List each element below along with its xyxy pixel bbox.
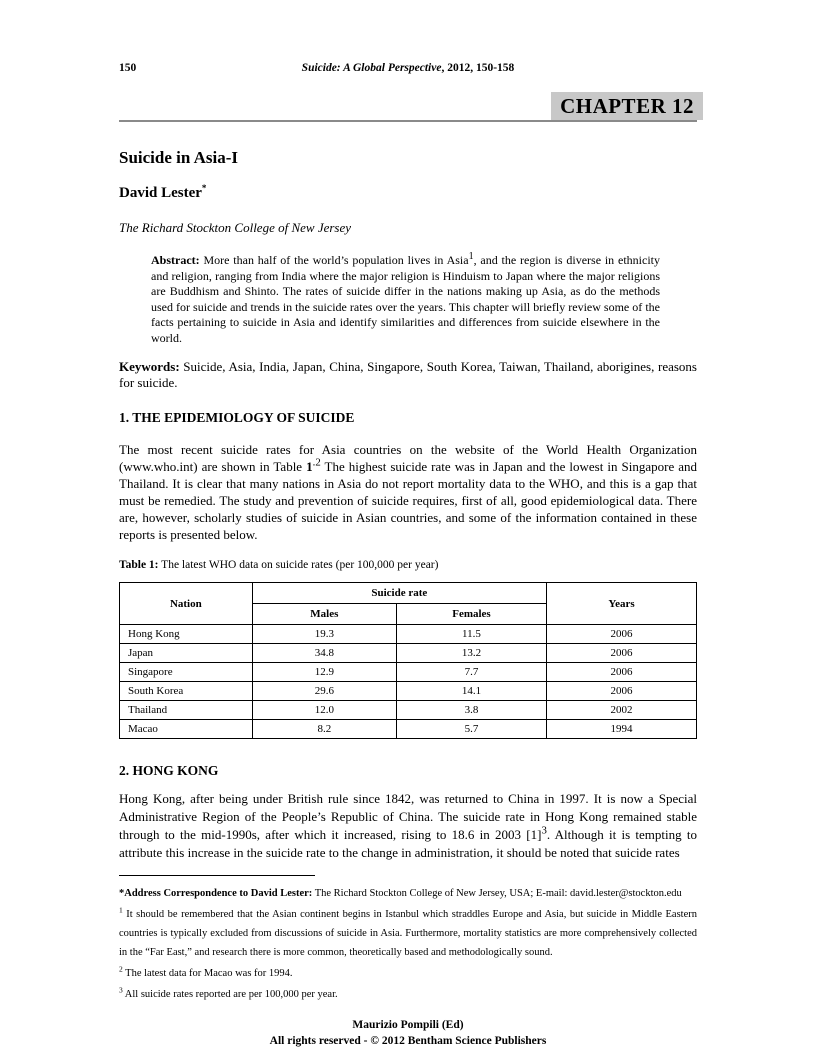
page-content — [119, 0, 697, 1049]
years-cell: 2006 — [546, 663, 696, 682]
table-caption — [119, 559, 697, 571]
editor-line: Maurizio Pompili (Ed) — [352, 1019, 464, 1031]
table-row — [120, 663, 697, 682]
publisher-footer — [119, 1017, 697, 1049]
footnotes-block — [119, 884, 697, 1004]
hk-footnote-ref: 3 — [541, 824, 547, 837]
nation-cell: South Korea — [120, 682, 253, 701]
table-header-row-1 — [120, 583, 697, 604]
column-header-nation: Nation — [120, 583, 253, 625]
keywords-block — [119, 359, 697, 391]
table-row — [120, 720, 697, 739]
nation-cell: Japan — [120, 644, 253, 663]
article-title: Suicide in Asia-I — [119, 148, 239, 167]
paragraph-text-2: The highest suicide rate was in Japan and the lowest in Singapore and Thailand. It is clear that many nations in Asia do not report mortality data to the WHO, and this is a gap that must be remedied. The study and prevention of suicide requires, first of all, good epidemiological data. There are, however, scholarly studies of suicide in Asian countries, and some of the information contained in these reports is presented below. — [119, 459, 698, 542]
column-header-suicide-rate: Suicide rate — [252, 583, 546, 604]
page-number: 150 — [119, 62, 137, 74]
females-rate-cell: 11.5 — [396, 625, 546, 644]
abstract-text-2: , and the region is diverse in ethnicity and religion, ranging from India where the major religion is Hinduism to Japan where the major religions are Buddhism and Shinto. The rates of suicide differ in the nations making up Asia, as do the methods used for suicide and trends in the suicide rates over the years. This chapter will briefly review some of the facts pertaining to suicide in Asia and identify similarities and differences from suicide elsewhere in the world. — [151, 253, 661, 345]
footnote-separator-rule — [119, 875, 315, 876]
running-header — [119, 62, 697, 77]
chapter-label: CHAPTER 12 — [551, 92, 703, 120]
footnote-3 — [119, 985, 697, 1004]
footnote-2 — [119, 964, 697, 983]
footnote-3-text: All suicide rates reported are per 100,000 per year. — [122, 989, 338, 1000]
section-1-heading: 1. THE EPIDEMIOLOGY OF SUICIDE — [119, 410, 355, 425]
footnote-2-mark: 2 — [119, 964, 123, 974]
correspondence-footnote — [119, 884, 697, 903]
section-2-heading: 2. HONG KONG — [119, 763, 219, 778]
keywords-text: Suicide, Asia, India, Japan, China, Singapore, South Korea, Taiwan, Thailand, aborigines, reasons for suicide. — [119, 359, 697, 390]
keywords-label: Keywords: — [119, 359, 180, 374]
paragraph-text-1: Hong Kong, after being under British rule since 1842, was returned to China in 1997. It is now a Special Administrative Region of the People’s Republic of China. The suicide rate in Hong Kong remained stable through to the mid-1990s, after which it increased, rising to 18.6 in 2003 [1] — [119, 791, 697, 842]
table-row — [120, 625, 697, 644]
nation-cell: Macao — [120, 720, 253, 739]
years-cell: 2006 — [546, 682, 696, 701]
males-rate-cell: 29.6 — [252, 682, 396, 701]
footnote-1-text: It should be remembered that the Asian continent begins in Istanbul which straddles Europe and Asia, but suicide in Middle Eastern countries is typically excluded from discussions of suicide in Asia. Furthermore, mortality statistics are more comprehensively collected in the “Far East,” and research there is more common, theoretically based and methodologically sound. — [119, 909, 697, 958]
column-header-females: Females — [396, 604, 546, 625]
footnote-1-mark: 1 — [119, 905, 123, 915]
males-rate-cell: 34.8 — [252, 644, 396, 663]
footnote-3-mark: 3 — [119, 985, 123, 995]
author-line — [119, 185, 697, 202]
table-1-reference: 1 — [306, 459, 313, 474]
nation-cell: Hong Kong — [120, 625, 253, 644]
years-cell: 2006 — [546, 644, 696, 663]
footnote-2-text: The latest data for Macao was for 1994. — [122, 968, 293, 979]
table-1-footnote-ref: .2 — [312, 456, 321, 469]
years-cell: 2002 — [546, 701, 696, 720]
males-rate-cell: 19.3 — [252, 625, 396, 644]
who-suicide-rates-table — [119, 582, 697, 739]
table-row — [120, 701, 697, 720]
chapter-banner-row — [119, 92, 697, 122]
section-1-paragraph — [119, 441, 697, 543]
table-row — [120, 682, 697, 701]
abstract-footnote-ref: 1 — [468, 251, 474, 262]
years-cell: 2006 — [546, 625, 696, 644]
journal-info: , 2012, 150-158 — [441, 62, 515, 74]
paragraph-text-1: The most recent suicide rates for Asia countries on the website of the World Health Organization (www.who.int) are shown in Table — [119, 442, 697, 474]
author-name: David Lester — [119, 185, 202, 201]
females-rate-cell: 5.7 — [396, 720, 546, 739]
abstract-block — [151, 253, 660, 346]
correspondence-label: *Address Correspondence to David Lester: — [119, 888, 313, 899]
nation-cell: Singapore — [120, 663, 253, 682]
females-rate-cell: 14.1 — [396, 682, 546, 701]
males-rate-cell: 12.9 — [252, 663, 396, 682]
males-rate-cell: 12.0 — [252, 701, 396, 720]
abstract-text-1: More than half of the world’s population lives in Asia — [199, 253, 469, 267]
table-row — [120, 644, 697, 663]
rights-line: All rights reserved - © 2012 Bentham Science Publishers — [269, 1035, 547, 1047]
paragraph-text-2: . Although it is tempting to attribute this increase in the suicide rate to the change in administration, it should be noted that suicide rates — [119, 827, 697, 860]
table-caption-text: The latest WHO data on suicide rates (per 100,000 per year) — [158, 559, 439, 571]
column-header-years: Years — [546, 583, 696, 625]
nation-cell: Thailand — [120, 701, 253, 720]
correspondence-text: The Richard Stockton College of New Jersey, USA; E-mail: david.lester@stockton.edu — [312, 888, 682, 899]
abstract-label: Abstract: — [151, 253, 200, 267]
males-rate-cell: 8.2 — [252, 720, 396, 739]
author-correspondence-mark: * — [201, 183, 207, 193]
journal-title: Suicide: A Global Perspective — [301, 62, 442, 74]
column-header-males: Males — [252, 604, 396, 625]
journal-line — [119, 62, 697, 74]
table-caption-label: Table 1: — [119, 559, 159, 571]
years-cell: 1994 — [546, 720, 696, 739]
females-rate-cell: 13.2 — [396, 644, 546, 663]
footnote-1 — [119, 905, 697, 962]
females-rate-cell: 3.8 — [396, 701, 546, 720]
females-rate-cell: 7.7 — [396, 663, 546, 682]
section-2-paragraph — [119, 790, 697, 862]
author-affiliation: The Richard Stockton College of New Jersey — [119, 220, 352, 235]
